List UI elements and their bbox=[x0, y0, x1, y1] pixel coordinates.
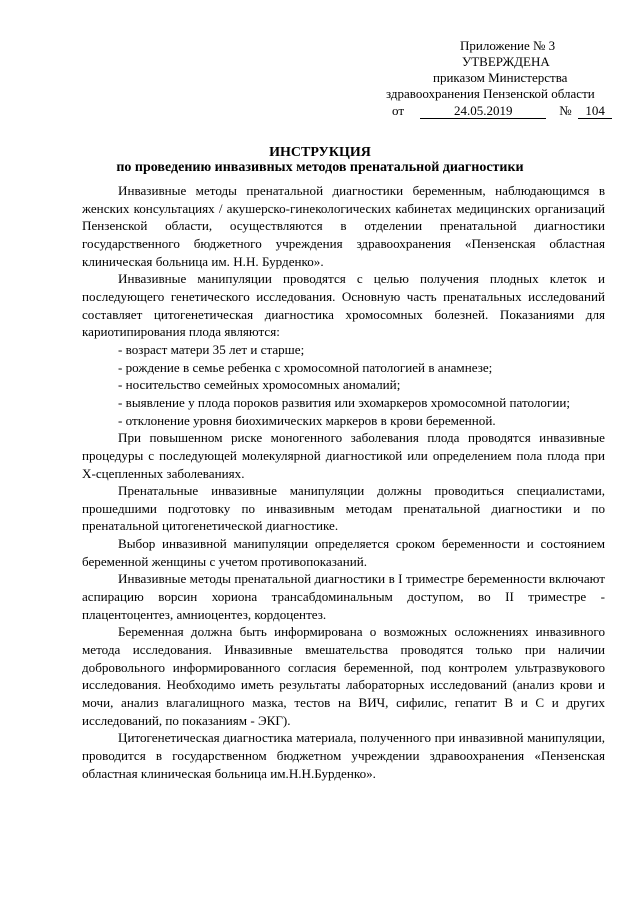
list-item: - возраст матери 35 лет и старше; bbox=[118, 341, 305, 357]
paragraph: Беременная должна быть информирована о возможных осложнениях инвазивного метода исследования. Инвазивные вмешательства проводятся только при наличии добровольного информированного согласия беременной, под контролем ультразвукового исследования. Необходимо иметь результаты лабораторных исследований (анализ крови и мочи, анализ влагалищного мазка, тестов на ВИЧ, сифилис, гепатит В и С и других исследований, по показаниям - ЭКГ). bbox=[82, 624, 605, 728]
document-subtitle: по проведению инвазивных методов пренатальной диагностики bbox=[116, 160, 524, 175]
paragraph: Пренатальные инвазивные манипуляции должны проводиться специалистами, прошедшими подготовку по инвазивным методам пренатальной диагностики и по пренатальной цитогенетической диагностике. bbox=[82, 483, 605, 534]
paragraph: Выбор инвазивной манипуляции определяется сроком беременности и состоянием беременной женщины с учетом противопоказаний. bbox=[82, 536, 605, 569]
paragraph: При повышенном риске моногенного заболевания плода проводятся инвазивные процедуры с последующей молекулярной диагностикой или определением пола плода при Х-сцепленных заболеваниях. bbox=[82, 430, 605, 481]
list-item: - рождение в семье ребенка с хромосомной патологией в анамнезе; bbox=[118, 359, 493, 375]
number-label: № bbox=[559, 103, 572, 118]
ministry-label: здравоохранения Пензенской области bbox=[386, 86, 595, 101]
list-item: - отклонение уровня биохимических маркеров в крови беременной. bbox=[118, 412, 496, 428]
approved-label: УТВЕРЖДЕНА bbox=[462, 54, 550, 69]
list-item: - носительство семейных хромосомных аномалий; bbox=[118, 377, 401, 393]
paragraph: Инвазивные манипуляции проводятся с целью получения плодных клеток и последующего генетического исследования. Основную часть пренатальных исследований составляет цитогенетическая диагностика хромосомных болезней. Показаниями для кариотипирования плода являются: bbox=[82, 271, 605, 340]
order-number: 104 bbox=[578, 104, 612, 119]
order-date: 24.05.2019 bbox=[420, 104, 546, 119]
order-label: приказом Министерства bbox=[433, 70, 568, 85]
appendix-label: Приложение № 3 bbox=[460, 38, 556, 53]
paragraph: Инвазивные методы пренатальной диагностики беременным, наблюдающимся в женских консультациях / акушерско-гинекологических кабинетах медицинских организаций Пензенской области, осуществляются в отделении пренатальной диагностики государственного бюджетного учреждения здравоохранения «Пензенская областная клиническая больница им. Н.Н. Бурденко». bbox=[82, 183, 605, 269]
paragraph: Цитогенетическая диагностика материала, полученного при инвазивной манипуляции, проводится в государственном бюджетном учреждении здравоохранения «Пензенская областная клиническая больница им.Н.Н.Бурденко». bbox=[82, 730, 605, 781]
paragraph: Инвазивные методы пренатальной диагностики в I триместре беременности включают аспирацию ворсин хориона трансабдоминальным доступом, во II триместре - плацентоцентез, амниоцентез, кордоцентез. bbox=[82, 571, 605, 622]
list-item: - выявление у плода пороков развития или эхомаркеров хромосомной патологии; bbox=[118, 394, 570, 410]
order-date-row bbox=[392, 103, 612, 119]
document-body bbox=[82, 182, 605, 782]
from-label: от bbox=[392, 103, 405, 118]
document-title: ИНСТРУКЦИЯ bbox=[269, 145, 371, 160]
